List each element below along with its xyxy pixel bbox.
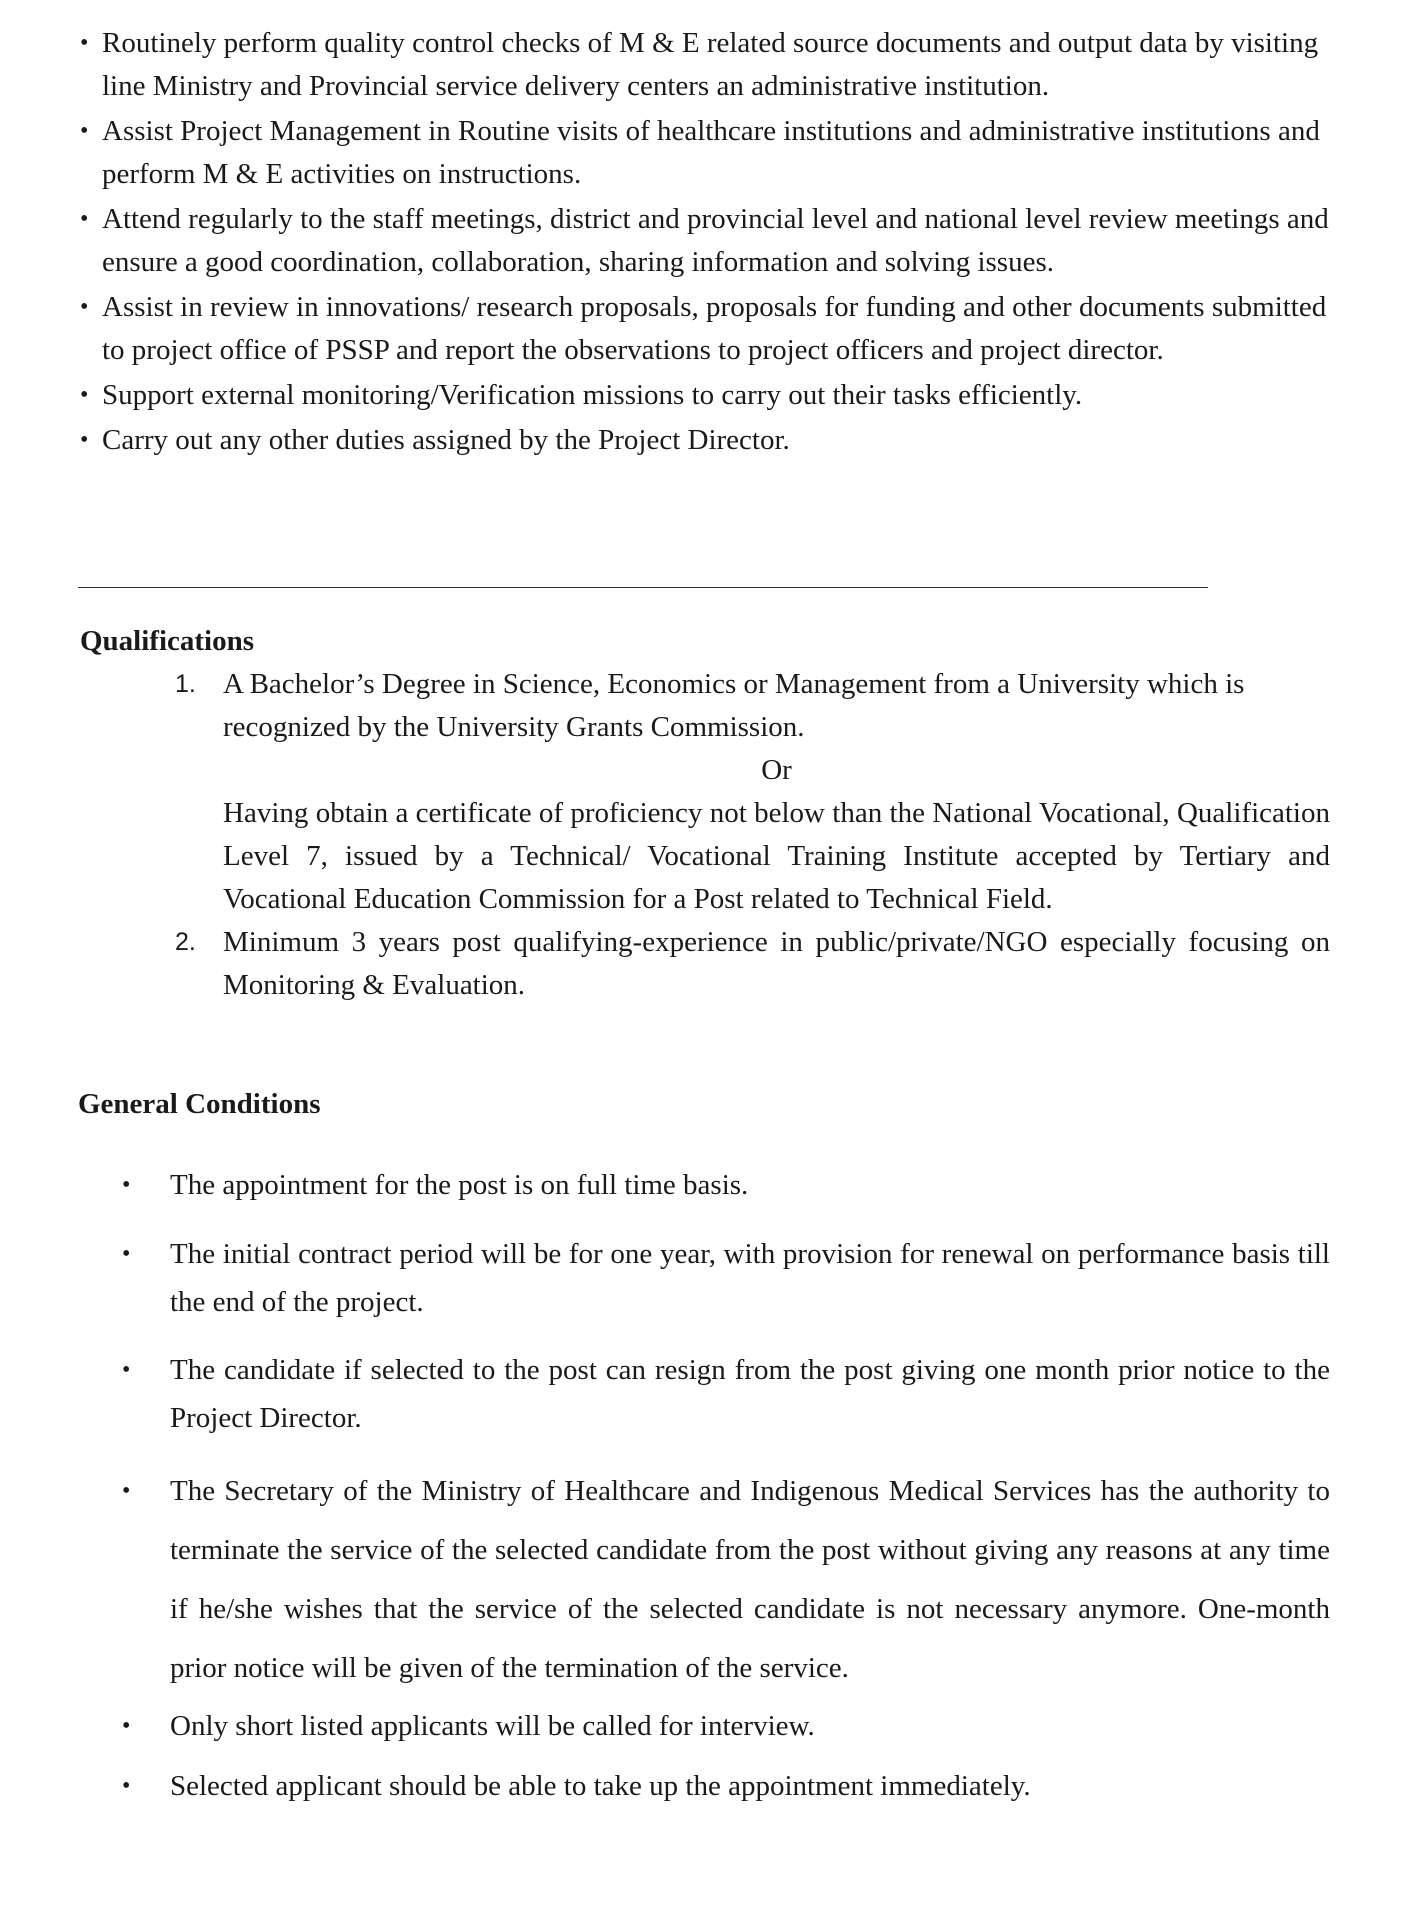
bullet-icon: • <box>122 1357 131 1383</box>
duty-text: Assist Project Management in Routine visits of healthcare institutions and administrative institutions and perform M & E activities on instructions. <box>102 115 1320 190</box>
duty-item <box>78 286 1338 372</box>
duty-item <box>78 110 1338 196</box>
or-separator: Or <box>761 754 792 786</box>
bullet-icon: • <box>122 1713 131 1739</box>
section-divider <box>78 587 1208 588</box>
duty-item <box>78 419 1338 462</box>
condition-text: Only short listed applicants will be called for interview. <box>170 1710 815 1742</box>
duty-item <box>78 22 1338 108</box>
item-number: 1. <box>175 670 196 698</box>
item-number: 2. <box>175 928 196 956</box>
condition-text: The initial contract period will be for one year, with provision for renewal on performance basis till the end of the project. <box>170 1238 1330 1318</box>
bullet-icon: • <box>80 206 89 232</box>
condition-item <box>122 1702 1330 1750</box>
qualification-text: Minimum 3 years post qualifying-experience in public/private/NGO especially focusing on Monitoring & Evaluation. <box>223 926 1330 1001</box>
condition-item <box>122 1346 1330 1442</box>
qualification-text: A Bachelor’s Degree in Science, Economics or Management from a University which is recognized by the University Grants Commission. <box>223 668 1245 743</box>
duty-text: Attend regularly to the staff meetings, district and provincial level and national level review meetings and ensure a good coordination, collaboration, sharing information and solving issues. <box>102 203 1329 278</box>
condition-text: The Secretary of the Ministry of Healthcare and Indigenous Medical Services has the authority to terminate the service of the selected candidate from the post without giving any reasons at any time if he/she wishes that the service of the selected candidate is not necessary anymore. One-month prior notice will be given of the termination of the service. <box>170 1475 1330 1684</box>
bullet-icon: • <box>80 118 89 144</box>
duty-text: Support external monitoring/Verification missions to carry out their tasks efficiently. <box>102 379 1083 411</box>
qualifications-list <box>175 663 1330 1007</box>
condition-item <box>122 1762 1330 1810</box>
bullet-icon: • <box>122 1478 131 1504</box>
qualifications-heading: Qualifications <box>80 625 255 657</box>
duty-item <box>78 198 1338 284</box>
qualification-alt-text: Having obtain a certificate of proficiency not below than the National Vocational, Qualification Level 7, issued by a Technical/ Vocational Training Institute accepted by Tertiary and Vocational Education Commission for a Post related to Technical Field. <box>223 797 1330 915</box>
condition-text: The appointment for the post is on full time basis. <box>170 1169 749 1201</box>
bullet-icon: • <box>80 427 89 453</box>
bullet-icon: • <box>80 294 89 320</box>
qualification-item <box>175 663 1330 921</box>
general-conditions-list <box>122 1162 1330 1810</box>
duty-text: Routinely perform quality control checks of M & E related source documents and output data by visiting line Ministry and Provincial service delivery centers an administrative institution. <box>102 27 1319 102</box>
duty-text: Carry out any other duties assigned by the Project Director. <box>102 424 790 456</box>
bullet-icon: • <box>122 1172 131 1198</box>
condition-item <box>122 1230 1330 1326</box>
duty-text: Assist in review in innovations/ research proposals, proposals for funding and other documents submitted to project office of PSSP and report the observations to project officers and project director. <box>102 291 1327 366</box>
condition-item <box>122 1162 1330 1208</box>
bullet-icon: • <box>122 1241 131 1267</box>
condition-text: The candidate if selected to the post can resign from the post giving one month prior notice to the Project Director. <box>170 1354 1330 1434</box>
duty-item <box>78 374 1338 417</box>
qualification-item <box>175 921 1330 1007</box>
general-conditions-heading: General Conditions <box>78 1088 321 1120</box>
condition-text: Selected applicant should be able to take up the appointment immediately. <box>170 1770 1031 1802</box>
bullet-icon: • <box>80 382 89 408</box>
bullet-icon: • <box>122 1773 131 1799</box>
bullet-icon: • <box>80 30 89 56</box>
duties-list <box>78 22 1338 464</box>
condition-item <box>122 1462 1330 1698</box>
